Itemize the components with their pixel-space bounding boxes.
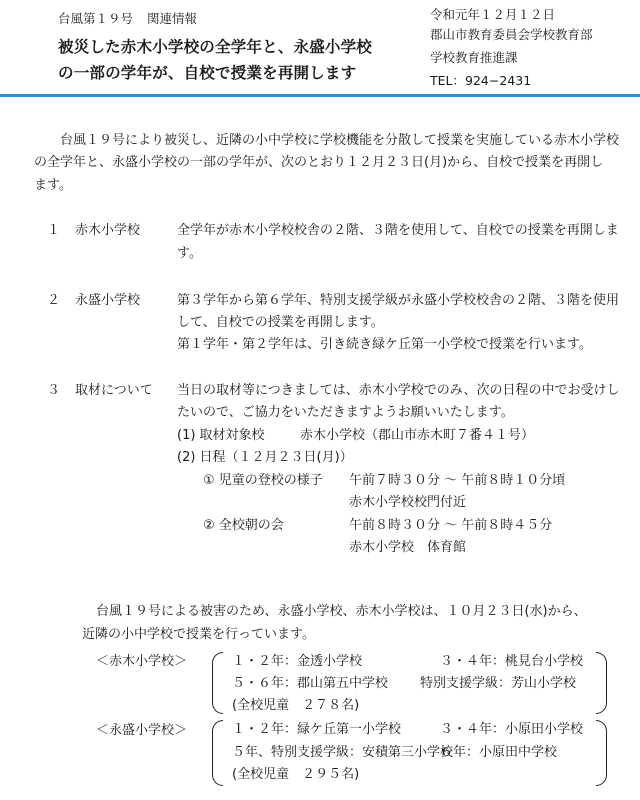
nagamori-grade-4: ６年：小原田中学校 (440, 745, 558, 760)
schedule-item-2-place: 赤木小学校 体育館 (349, 540, 467, 555)
section-2-body-2: して、自校での授業を再開します。 (177, 315, 384, 330)
nagamori-grade-1: １・２年：緑ケ丘第一小学校 (232, 722, 402, 737)
header-divider (0, 94, 640, 97)
issuer-section: 学校教育推進課 (430, 50, 518, 65)
group-akagi-label: ＜赤木小学校＞ (96, 654, 188, 669)
nagamori-total: (全校児童 ２９５名) (232, 767, 360, 782)
note-line-1: 台風１９号による被害のため、永盛小学校、赤木小学校は、１０月２３日(水)から、 (96, 604, 587, 619)
section-1-body-2: す。 (177, 246, 202, 261)
intro-line-1: 台風１９号により被災し、近隣の小中学校に学校機能を分散して授業を実施している赤木小学校 (60, 133, 620, 148)
section-3-number: ３ (47, 383, 61, 398)
coverage-target-value: 赤木小学校（郡山市赤木町７番４１号） (300, 428, 535, 443)
intro-line-2: の全学年と、永盛小学校の一部の学年が、次のとおり１２月２３日(月)から、自校で授業を再開し (34, 155, 604, 170)
section-3-body-2: たいので、ご協力をいただきますようお願いいたします。 (177, 405, 514, 420)
section-1-number: １ (47, 223, 61, 238)
group-nagamori-label: ＜永盛小学校＞ (96, 723, 188, 738)
akagi-grade-2: ３・４年：桃見台小学校 (440, 654, 584, 669)
schedule-item-1-place: 赤木小学校校門付近 (349, 495, 467, 510)
section-3-heading: 取材について (75, 383, 153, 398)
nagamori-grade-2: ３・４年：小原田小学校 (440, 722, 584, 737)
group-akagi-right-bracket (596, 652, 607, 714)
akagi-total: (全校児童 ２７８名) (232, 698, 360, 713)
release-number: 台風第１９号 (58, 11, 134, 26)
group-nagamori-left-bracket (212, 720, 223, 786)
contact-phone: TEL：924−2431 (430, 73, 532, 88)
section-3-body-1: 当日の取材等につきましては、赤木小学校でのみ、次の日程の中でお受けし (177, 383, 620, 398)
release-category: 関連情報 (147, 11, 198, 26)
group-nagamori-right-bracket (596, 720, 607, 786)
title-line-1: 被災した赤木小学校の全学年と、永盛小学校 (58, 38, 373, 56)
schedule-item-1-time: 午前７時３０分 〜 午前８時１０分頃 (349, 473, 566, 488)
group-akagi-left-bracket (212, 652, 223, 714)
title-line-2: の一部の学年が、自校で授業を再開します (58, 64, 357, 82)
akagi-grade-4: 特別支援学級：芳山小学校 (420, 676, 577, 691)
nagamori-grade-3: ５年、特別支援学級：安積第三小学校 (232, 745, 454, 760)
note-line-2: 近隣の小中学校で授業を行っています。 (82, 627, 315, 642)
release-meta (58, 10, 197, 28)
coverage-target-label: (1) 取材対象校 (177, 428, 265, 443)
schedule-label: (2) 日程（１２月２３日(月)） (177, 450, 353, 465)
schedule-item-2-label: ② 全校朝の会 (203, 518, 284, 533)
intro-line-3: ます。 (34, 178, 72, 193)
issuer-department: 郡山市教育委員会学校教育部 (430, 27, 593, 42)
section-2-heading: 永盛小学校 (75, 293, 141, 308)
section-2-body-3: 第１学年・第２学年は、引き続き緑ケ丘第一小学校で授業を行います。 (177, 337, 592, 352)
section-2-number: ２ (47, 293, 61, 308)
release-date: 令和元年１２月１２日 (430, 7, 556, 22)
akagi-grade-3: ５・６年：郡山第五中学校 (232, 676, 389, 691)
section-1-body-1: 全学年が赤木小学校校舎の２階、３階を使用して、自校での授業を再開しま (177, 223, 619, 238)
section-2-body-1: 第３学年から第６学年、特別支援学級が永盛小学校校舎の２階、３階を使用 (177, 293, 620, 308)
schedule-item-1-label: ① 児童の登校の様子 (203, 473, 323, 488)
akagi-grade-1: １・２年：金透小学校 (232, 654, 363, 669)
section-1-heading: 赤木小学校 (75, 223, 141, 238)
schedule-item-2-time: 午前８時３０分 〜 午前８時４５分 (349, 518, 553, 533)
